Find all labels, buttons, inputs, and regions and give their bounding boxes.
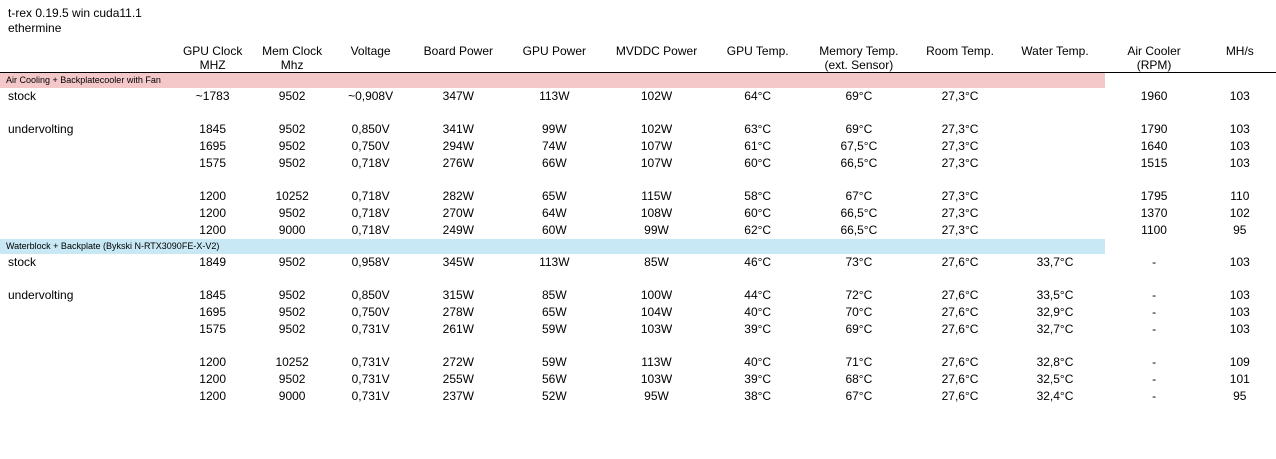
table-cell: 32,4°C [1036,389,1074,403]
column-header-gpu-clock [173,44,251,73]
table-cell: 113W [539,255,570,269]
table-cell: 276W [442,156,474,170]
table-cell: 56W [541,372,567,386]
table-cell: 95W [644,389,669,403]
column-header-water-temp: Water Temp. [1005,44,1104,73]
table-cell: 67°C [845,189,873,203]
table-cell: 9502 [278,206,306,220]
table-cell: 58°C [744,189,772,203]
table-cell: 9000 [278,223,306,237]
table-cell [1005,155,1104,172]
table-cell: 38°C [744,389,772,403]
table-cell: 9502 [278,89,306,103]
table-cell: 9502 [278,255,306,269]
table-cell: 103 [1229,122,1250,136]
table-cell: ~1783 [195,89,230,103]
table-cell: - [1152,305,1157,319]
table-cell: 69°C [845,122,873,136]
table-cell: 1960 [1140,89,1168,103]
table-cell: 0,718V [351,206,390,220]
air-cooler-title: Air Cooler [1127,44,1181,58]
table-row [0,371,1276,388]
table-cell: 39°C [744,322,772,336]
table-cell: 1575 [199,156,226,170]
table-cell: 1845 [199,288,226,302]
table-cell [1005,138,1104,155]
section-header-tail [1105,73,1276,89]
table-cell: 66,5°C [840,223,878,237]
table-cell: 107W [640,139,673,153]
column-header-gpu-power: GPU Power [508,44,601,73]
table-cell: 1370 [1140,206,1168,220]
table-cell: 33,7°C [1036,255,1074,269]
mem-clock-unit: Mhz [280,58,304,72]
table-cell: 9502 [278,288,306,302]
table-cell: 0,850V [351,288,390,302]
table-cell: 27,3°C [941,223,979,237]
table-cell: 66W [541,156,567,170]
row-label [0,321,173,338]
table-cell: 61°C [744,139,772,153]
table-cell: - [1152,255,1157,269]
section-header-row [0,73,1276,89]
table-cell: 0,850V [351,122,390,136]
table-spacer-row [0,105,1276,121]
table-cell: 27,6°C [941,389,979,403]
table-cell: 68°C [845,372,873,386]
table-cell: 1640 [1140,139,1168,153]
table-cell: 255W [442,372,474,386]
table-cell: ~0,908V [348,89,394,103]
table-cell: 341W [442,122,474,136]
table-cell: 1200 [199,206,226,220]
table-cell: - [1152,389,1157,403]
table-cell: 66,5°C [840,206,878,220]
table-cell: - [1152,372,1157,386]
table-row [0,222,1276,239]
table-cell [1005,188,1104,205]
table-cell: 65W [541,189,567,203]
table-cell: 73°C [845,255,873,269]
column-header-voltage: Voltage [332,44,408,73]
table-cell: 10252 [275,355,309,369]
table-cell: 39°C [744,372,772,386]
table-cell: 40°C [744,355,772,369]
table-cell: 10252 [275,189,309,203]
table-cell: 103 [1229,322,1250,336]
table-cell: 345W [442,255,474,269]
table-row [0,304,1276,321]
table-spacer-row [0,271,1276,287]
title-line-2: ethermine [8,21,62,35]
table-cell: 64W [541,206,567,220]
table-cell: 347W [442,89,474,103]
table-spacer-cell [0,105,1276,121]
table-row [0,354,1276,371]
table-cell: 85W [644,255,669,269]
table-spacer-cell [0,271,1276,287]
table-cell: 1100 [1141,223,1167,237]
table-cell: 9502 [278,156,306,170]
table-cell: 0,750V [351,305,390,319]
table-cell: 102W [640,122,673,136]
table-cell: 237W [442,389,474,403]
table-cell: 46°C [744,255,772,269]
table-cell: 60°C [744,156,772,170]
table-cell: 0,958V [351,255,390,269]
table-cell: 52W [541,389,567,403]
table-cell: 99W [644,223,669,237]
row-label [0,388,173,405]
table-cell: 294W [442,139,474,153]
table-spacer-cell [0,172,1276,188]
table-body [0,73,1276,406]
row-label [0,205,173,222]
section-header-row [0,239,1276,254]
table-cell: 27,6°C [941,305,979,319]
table-cell: 1849 [199,255,226,269]
column-header-board-power: Board Power [409,44,508,73]
table-cell: 72°C [845,288,873,302]
table-cell: 60°C [744,206,772,220]
gpu-clock-unit: MHZ [199,58,226,72]
table-cell: 104W [640,305,673,319]
table-cell: 0,718V [351,223,390,237]
table-cell: 103 [1229,156,1250,170]
column-header-label [0,44,173,73]
table-row [0,88,1276,105]
table-cell: 69°C [845,89,873,103]
table-cell: 27,6°C [941,355,979,369]
table-cell: 63°C [744,122,772,136]
column-header-mhs: MH/s [1204,44,1276,73]
table-cell: 103 [1229,139,1250,153]
table-cell: 115W [641,189,672,203]
table-cell: 1790 [1140,122,1168,136]
table-cell: 0,718V [351,156,390,170]
table-cell: - [1152,355,1157,369]
table-cell: 69°C [845,322,873,336]
table-cell: 32,7°C [1036,322,1074,336]
table-cell [1005,88,1104,105]
table-cell: 67,5°C [840,139,878,153]
table-cell: 40°C [744,305,772,319]
section-header-label: Waterblock + Backplate (Bykski N-RTX3090FE-X-V2) [0,239,1105,254]
table-cell: 60W [541,223,567,237]
table-row [0,254,1276,271]
table-cell: 27,3°C [941,206,979,220]
table-cell: 66,5°C [840,156,878,170]
table-cell: 1200 [199,389,226,403]
memory-temp-title: Memory Temp. [819,44,899,58]
table-cell: 27,3°C [941,89,979,103]
table-cell: 103 [1229,255,1250,269]
table-cell: 9000 [278,389,306,403]
table-row [0,321,1276,338]
table-cell: 70°C [845,305,873,319]
table-cell: 0,731V [351,355,390,369]
table-cell: 9502 [278,322,306,336]
table-cell: 27,3°C [941,156,979,170]
table-cell: 102 [1229,206,1250,220]
row-label [0,304,173,321]
table-row [0,287,1276,304]
table-cell: 1200 [199,189,226,203]
table-cell: - [1152,322,1157,336]
column-header-gpu-temp: GPU Temp. [712,44,803,73]
table-cell: 59W [541,322,567,336]
table-cell: 67°C [845,389,873,403]
air-cooler-unit: (RPM) [1136,58,1172,72]
row-label [0,188,173,205]
table-cell: 59W [541,355,567,369]
document-title-block [0,0,1276,36]
table-spacer-cell [0,338,1276,354]
table-cell: 27,6°C [941,372,979,386]
table-cell: 99W [541,122,567,136]
table-cell [1005,222,1104,239]
table-row [0,155,1276,172]
table-cell: 103 [1229,305,1250,319]
row-label [0,354,173,371]
table-cell: 0,731V [351,372,390,386]
table-cell: 27,3°C [941,122,979,136]
table-cell: 102W [640,89,673,103]
table-cell: 113W [641,355,672,369]
table-cell: 315W [442,288,474,302]
table-cell: 95 [1233,389,1247,403]
row-label [0,371,173,388]
table-cell: 27,6°C [941,322,979,336]
table-cell: 27,3°C [941,189,979,203]
table-cell: 9502 [278,372,306,386]
table-cell: 0,718V [351,189,390,203]
table-cell: 278W [442,305,474,319]
row-label [0,138,173,155]
table-cell: 0,750V [351,139,390,153]
table-cell: 1695 [199,305,226,319]
table-row [0,121,1276,138]
table-cell: 1695 [199,139,226,153]
table-cell: 103 [1229,89,1250,103]
table-cell: 1515 [1140,156,1168,170]
table-cell: 44°C [744,288,772,302]
column-header-room-temp: Room Temp. [915,44,1006,73]
table-cell: 270W [442,206,474,220]
table-cell: 0,731V [351,389,390,403]
table-cell: 103W [640,372,673,386]
row-label [0,155,173,172]
table-cell: 74W [541,139,567,153]
row-label: stock [8,89,37,103]
table-cell: 107W [640,156,673,170]
table-cell: 1795 [1140,189,1168,203]
table-spacer-row [0,172,1276,188]
row-label: stock [8,255,37,269]
table-cell: 95 [1233,223,1247,237]
table-cell: 64°C [744,89,772,103]
table-cell: 65W [541,305,567,319]
table-cell: 1845 [199,122,226,136]
table-cell: 1200 [199,372,226,386]
table-cell: 103 [1229,288,1250,302]
table-row [0,138,1276,155]
section-header-label: Air Cooling + Backplatecooler with Fan [0,73,1105,89]
column-header-memory-temp [803,44,914,73]
table-cell: 27,6°C [941,255,979,269]
column-header-mem-clock [252,44,333,73]
table-cell: 1575 [199,322,226,336]
table-cell [1005,205,1104,222]
table-cell: 103W [640,322,673,336]
mem-clock-title: Mem Clock [262,44,323,58]
table-cell: 261W [442,322,474,336]
table-cell: 27,3°C [941,139,979,153]
memory-temp-unit: (ext. Sensor) [824,58,894,72]
row-label [0,222,173,239]
table-cell: 249W [442,223,474,237]
table-cell: 71°C [845,355,873,369]
table-spacer-row [0,338,1276,354]
column-header-air-cooler [1105,44,1204,73]
table-cell: 1200 [199,355,226,369]
table-cell: 9502 [278,122,306,136]
table-cell: 32,9°C [1036,305,1074,319]
table-row [0,188,1276,205]
table-cell: 33,5°C [1036,288,1074,302]
table-row [0,388,1276,405]
gpu-clock-title: GPU Clock [182,44,243,58]
row-label: undervolting [8,288,74,302]
table-cell: 32,5°C [1036,372,1074,386]
table-cell: 101 [1229,372,1250,386]
table-cell: 27,6°C [941,288,979,302]
table-cell: 9502 [278,305,306,319]
table-cell: - [1152,288,1157,302]
section-header-tail [1105,239,1276,254]
column-header-mvddc-power: MVDDC Power [601,44,712,73]
table-cell: 113W [539,89,570,103]
table-cell: 100W [640,288,673,302]
table-cell: 110 [1230,189,1250,203]
table-cell: 9502 [278,139,306,153]
table-row [0,205,1276,222]
table-cell: 282W [442,189,474,203]
table-cell: 0,731V [351,322,390,336]
table-cell: 62°C [744,223,772,237]
table-cell: 109 [1229,355,1250,369]
table-cell: 32,8°C [1036,355,1074,369]
table-cell [1005,121,1104,138]
title-line-1: t-rex 0.19.5 win cuda11.1 [8,6,142,20]
table-cell: 1200 [199,223,226,237]
benchmark-table [0,44,1276,405]
table-cell: 108W [640,206,673,220]
table-header [0,44,1276,73]
table-cell: 272W [442,355,474,369]
table-cell: 85W [541,288,567,302]
row-label: undervolting [8,122,74,136]
